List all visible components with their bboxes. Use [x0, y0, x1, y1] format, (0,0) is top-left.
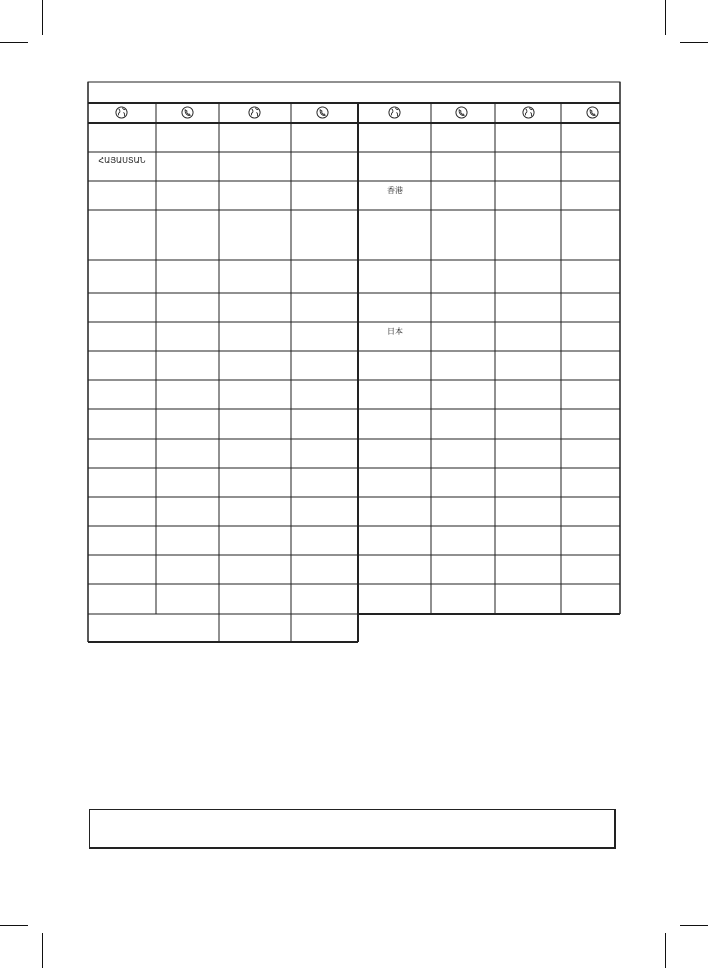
country-label-hong-kong: 香港: [387, 186, 403, 195]
footer-box: [89, 809, 616, 849]
phone-icon: [316, 106, 329, 119]
country-label-japan: 日本: [387, 327, 403, 336]
globe-icon: [388, 106, 401, 119]
globe-icon: [115, 106, 128, 119]
globe-icon: [522, 106, 535, 119]
phone-icon: [181, 106, 194, 119]
globe-icon: [248, 106, 261, 119]
phone-icon: [455, 106, 468, 119]
country-label-armenia: ՀԱՅԱՍՏԱՆ: [98, 156, 146, 165]
phone-icon: [586, 106, 599, 119]
